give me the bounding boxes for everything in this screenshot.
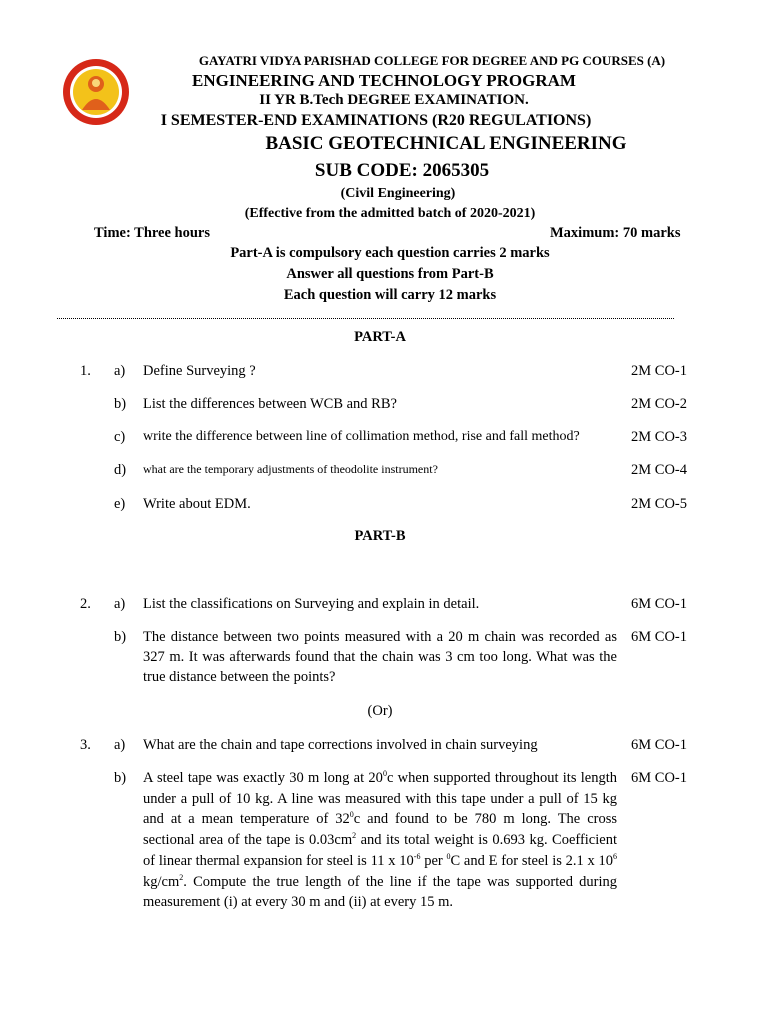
question-marks: 6M CO-1 [631, 596, 687, 612]
question-marks: 2M CO-5 [631, 496, 687, 512]
question-letter: c) [114, 429, 126, 445]
question-marks: 2M CO-2 [631, 396, 687, 412]
question-text: Define Surveying ? [143, 363, 256, 379]
question-text: what are the temporary adjustments of theodolite instrument? [143, 462, 438, 476]
question-number: 3. [80, 737, 91, 753]
or-separator: (Or) [367, 703, 393, 719]
effective-batch: (Effective from the admitted batch of 2020-2021) [244, 206, 536, 221]
instruction-2: Answer all questions from Part-B [286, 266, 494, 282]
question-letter: b) [114, 396, 127, 412]
question-text: write the difference between line of collimation method, rise and fall method? [143, 429, 580, 444]
part-a-title: PART-A [354, 329, 406, 345]
question-text: Write about EDM. [143, 496, 251, 512]
question-marks: 6M CO-1 [631, 629, 687, 645]
instruction-1: Part-A is compulsory each question carries 2 marks [230, 245, 550, 261]
question-letter: d) [114, 462, 127, 478]
question-letter: b) [114, 629, 127, 645]
question-text: What are the chain and tape corrections involved in chain surveying [143, 737, 538, 753]
question-number: 2. [80, 596, 91, 612]
program-title: ENGINEERING AND TECHNOLOGY PROGRAM [192, 71, 576, 90]
question-letter: a) [114, 596, 126, 612]
question-text: A steel tape was exactly 30 m long at $20^0c$ when supported throughout its length under a pull of 10 kg. A line was measured with this tape under a pull of 15 kg and at a mean temperature of $32^0c$ and found to be 780 m long. The cross sectional area of the tape is $0.03cm^2$ and its total weight is 0.693 kg. Coefficient of linear thermal expansion for steel is 11 x $10^{-6}$ per $^0$C and E for steel is 2.1 x $10^6$ $kg/cm^2$. Compute the true length of the line if the tape was supported during measurement (i) at every 30 m and (ii) at every 15 m. [143, 769, 618, 911]
instruction-3: Each question will carry 12 marks [283, 287, 497, 303]
sub-code: SUB CODE: 2065305 [314, 160, 490, 181]
subject-title: BASIC GEOTECHNICAL ENGINEERING [265, 133, 627, 154]
question-marks: 6M CO-1 [631, 770, 687, 786]
question-text: List the differences between WCB and RB? [143, 396, 397, 412]
max-marks-label: Maximum: 70 marks [550, 225, 681, 241]
question-number: 1. [80, 363, 91, 379]
part-b-title: PART-B [354, 528, 406, 544]
time-label: Time: Three hours [94, 225, 211, 241]
question-letter: e) [114, 496, 126, 512]
question-letter: a) [114, 363, 126, 379]
question-letter: b) [114, 770, 127, 786]
question-marks: 6M CO-1 [631, 737, 687, 753]
question-marks: 2M CO-3 [631, 429, 687, 445]
question-marks: 2M CO-4 [631, 462, 687, 478]
branch: (Civil Engineering) [340, 186, 456, 201]
question-letter: a) [114, 737, 126, 753]
exam-title: II YR B.Tech DEGREE EXAMINATION. [259, 92, 529, 108]
college-name: GAYATRI VIDYA PARISHAD COLLEGE FOR DEGREE AND PG COURSES (A) [198, 53, 666, 68]
question-text: The distance between two points measured with a 20 m chain was recorded as 327 m. It was afterwards found that the chain was 3 cm too long. What was the true distance between the points? [143, 629, 617, 685]
question-marks: 2M CO-1 [631, 363, 687, 379]
question-text: List the classifications on Surveying and explain in detail. [143, 596, 480, 612]
semester-title: I SEMESTER-END EXAMINATIONS (R20 REGULATIONS) [160, 112, 592, 129]
dotted-separator [57, 318, 674, 319]
